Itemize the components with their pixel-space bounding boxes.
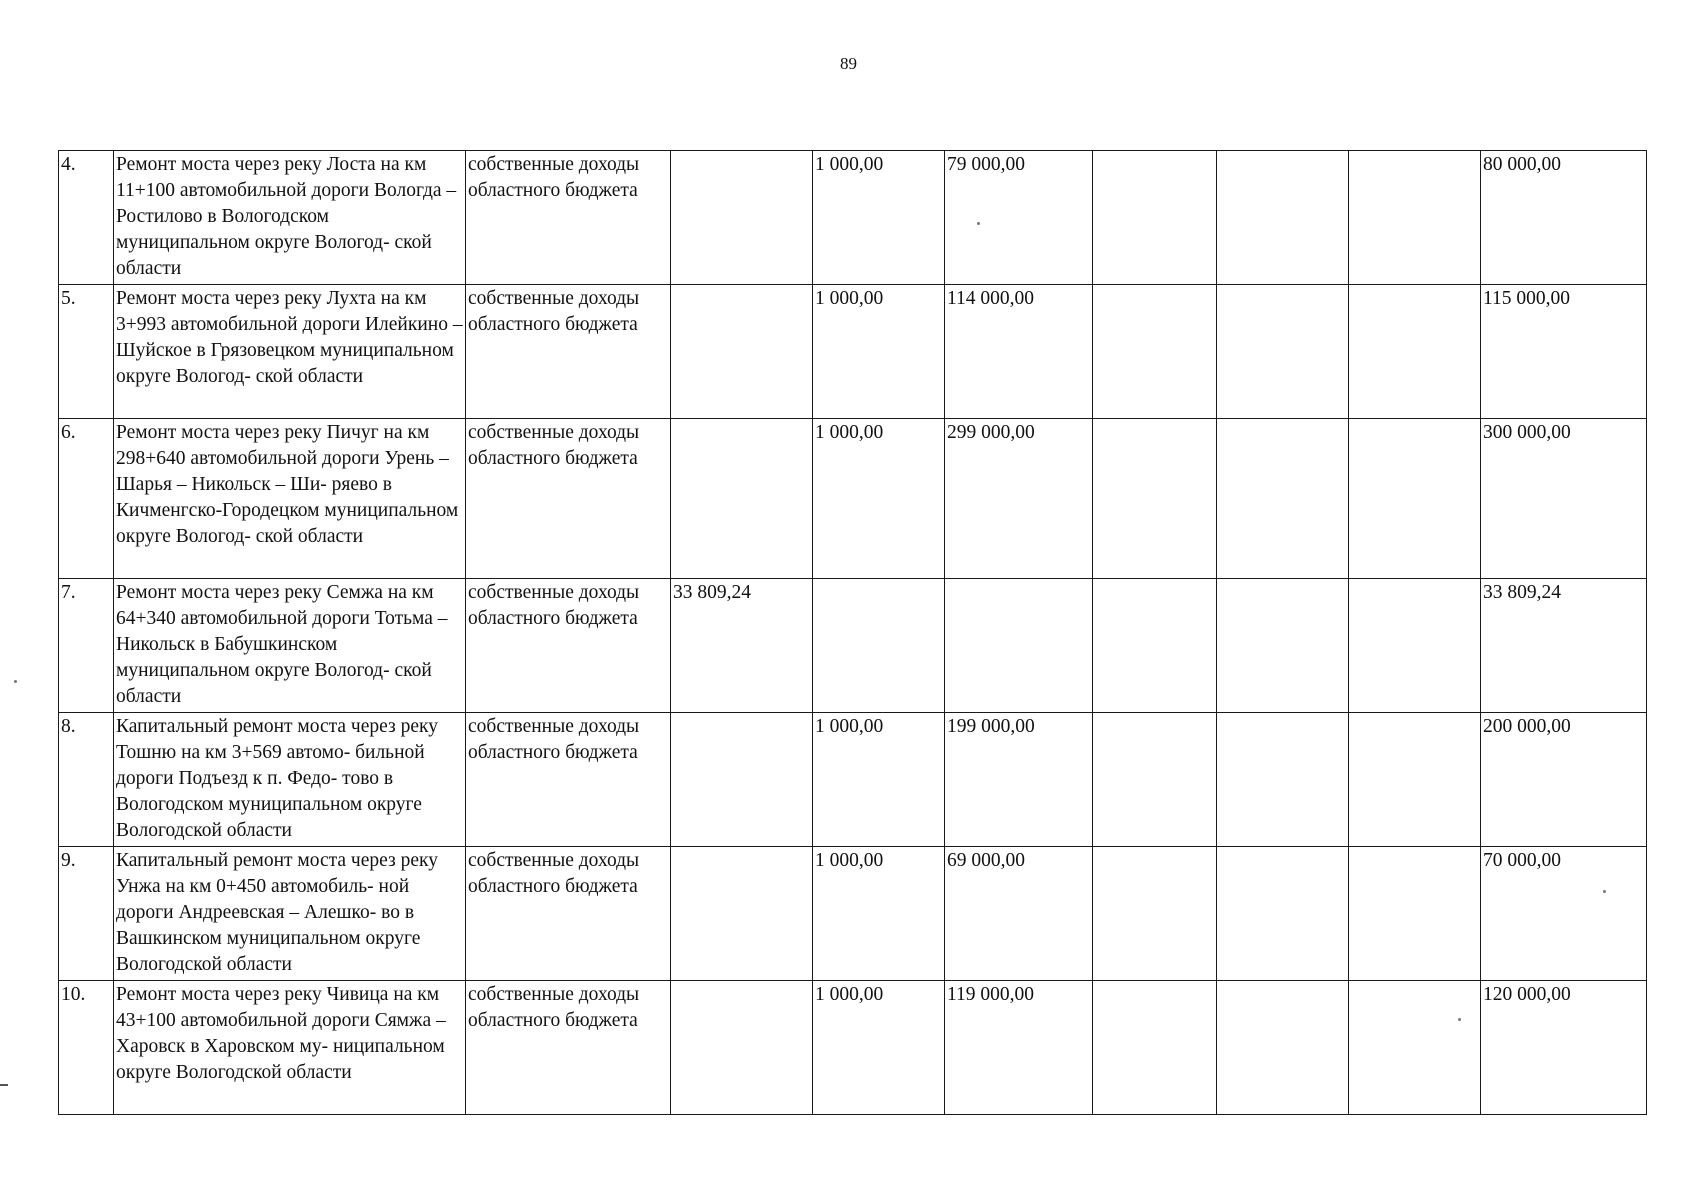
amount-col-3: 79 000,00 <box>945 151 1093 285</box>
amount-total: 300 000,00 <box>1481 419 1647 579</box>
object-name: Капитальный ремонт моста через реку Тошню на км 3+569 автомо- бильной дороги Подъезд к п. Федо- тово в Вологодском муниципальном округе Вологодской области <box>114 713 466 847</box>
scan-speck <box>1603 890 1606 893</box>
row-number: 4. <box>59 151 114 285</box>
amount-col-1 <box>671 713 813 847</box>
amount-col-2: 1 000,00 <box>813 713 945 847</box>
amount-col-2: 1 000,00 <box>813 847 945 981</box>
amount-col-3: 119 000,00 <box>945 981 1093 1115</box>
amount-col-2: 1 000,00 <box>813 285 945 419</box>
amount-total: 33 809,24 <box>1481 579 1647 713</box>
funding-source: собственные доходы областного бюджета <box>466 713 671 847</box>
amount-col-4 <box>1093 981 1217 1115</box>
amount-total: 115 000,00 <box>1481 285 1647 419</box>
amount-col-6 <box>1349 981 1481 1115</box>
object-name: Ремонт моста через реку Чивица на км 43+100 автомобильной дороги Сямжа – Харовск в Харовском му- ниципальном округе Вологодской области <box>114 981 466 1115</box>
amount-col-4 <box>1093 419 1217 579</box>
amount-col-5 <box>1217 151 1349 285</box>
scan-mark <box>0 1084 8 1086</box>
amount-col-5 <box>1217 285 1349 419</box>
amount-col-4 <box>1093 579 1217 713</box>
amount-col-1 <box>671 981 813 1115</box>
table-row <box>59 151 1647 285</box>
row-number: 7. <box>59 579 114 713</box>
funding-source: собственные доходы областного бюджета <box>466 285 671 419</box>
amount-col-6 <box>1349 285 1481 419</box>
amount-col-4 <box>1093 847 1217 981</box>
amount-col-5 <box>1217 981 1349 1115</box>
amount-col-3: 199 000,00 <box>945 713 1093 847</box>
amount-col-3: 299 000,00 <box>945 419 1093 579</box>
table-row <box>59 847 1647 981</box>
amount-col-1 <box>671 285 813 419</box>
amount-col-1 <box>671 151 813 285</box>
row-number: 6. <box>59 419 114 579</box>
amount-col-6 <box>1349 579 1481 713</box>
funding-source: собственные доходы областного бюджета <box>466 151 671 285</box>
page-number: 89 <box>840 54 857 73</box>
object-name: Капитальный ремонт моста через реку Унжа на км 0+450 автомобиль- ной дороги Андреевская – Алешко- во в Вашкинском муниципальном округе Вологодской области <box>114 847 466 981</box>
amount-total: 200 000,00 <box>1481 713 1647 847</box>
object-name: Ремонт моста через реку Пичуг на км 298+640 автомобильной дороги Урень – Шарья – Никольск – Ши- ряево в Кичменгско-Городецком муниципальном округе Вологод- ской области <box>114 419 466 579</box>
object-name: Ремонт моста через реку Лоста на км 11+100 автомобильной дороги Вологда – Ростилово в Вологодском муниципальном округе Вологод- ской области <box>114 151 466 285</box>
funding-source: собственные доходы областного бюджета <box>466 847 671 981</box>
table-row <box>59 713 1647 847</box>
amount-total: 120 000,00 <box>1481 981 1647 1115</box>
table-row <box>59 285 1647 419</box>
amount-col-6 <box>1349 419 1481 579</box>
amount-col-5 <box>1217 847 1349 981</box>
row-number: 5. <box>59 285 114 419</box>
funding-source: собственные доходы областного бюджета <box>466 419 671 579</box>
amount-col-2 <box>813 579 945 713</box>
amount-col-3: 69 000,00 <box>945 847 1093 981</box>
amount-col-2: 1 000,00 <box>813 419 945 579</box>
amount-col-2: 1 000,00 <box>813 151 945 285</box>
budget-table <box>58 150 1647 1115</box>
object-name: Ремонт моста через реку Семжа на км 64+340 автомобильной дороги Тотьма – Никольск в Бабушкинском муниципальном округе Вологод- ской области <box>114 579 466 713</box>
amount-col-6 <box>1349 713 1481 847</box>
table-row <box>59 419 1647 579</box>
amount-col-4 <box>1093 285 1217 419</box>
amount-col-5 <box>1217 579 1349 713</box>
row-number: 10. <box>59 981 114 1115</box>
amount-col-1 <box>671 847 813 981</box>
object-name: Ремонт моста через реку Лухта на км 3+993 автомобильной дороги Илейкино – Шуйское в Грязовецком муниципальном округе Вологод- ской области <box>114 285 466 419</box>
amount-total: 80 000,00 <box>1481 151 1647 285</box>
scan-speck <box>14 680 17 683</box>
amount-col-4 <box>1093 151 1217 285</box>
funding-source: собственные доходы областного бюджета <box>466 579 671 713</box>
scan-speck <box>1458 1018 1461 1021</box>
scan-speck <box>977 222 980 225</box>
row-number: 8. <box>59 713 114 847</box>
funding-source: собственные доходы областного бюджета <box>466 981 671 1115</box>
amount-col-3: 114 000,00 <box>945 285 1093 419</box>
amount-col-4 <box>1093 713 1217 847</box>
amount-col-2: 1 000,00 <box>813 981 945 1115</box>
amount-col-3 <box>945 579 1093 713</box>
amount-col-6 <box>1349 847 1481 981</box>
amount-col-5 <box>1217 713 1349 847</box>
table-row <box>59 981 1647 1115</box>
amount-col-1: 33 809,24 <box>671 579 813 713</box>
amount-total: 70 000,00 <box>1481 847 1647 981</box>
table-row <box>59 579 1647 713</box>
row-number: 9. <box>59 847 114 981</box>
amount-col-1 <box>671 419 813 579</box>
amount-col-6 <box>1349 151 1481 285</box>
amount-col-5 <box>1217 419 1349 579</box>
